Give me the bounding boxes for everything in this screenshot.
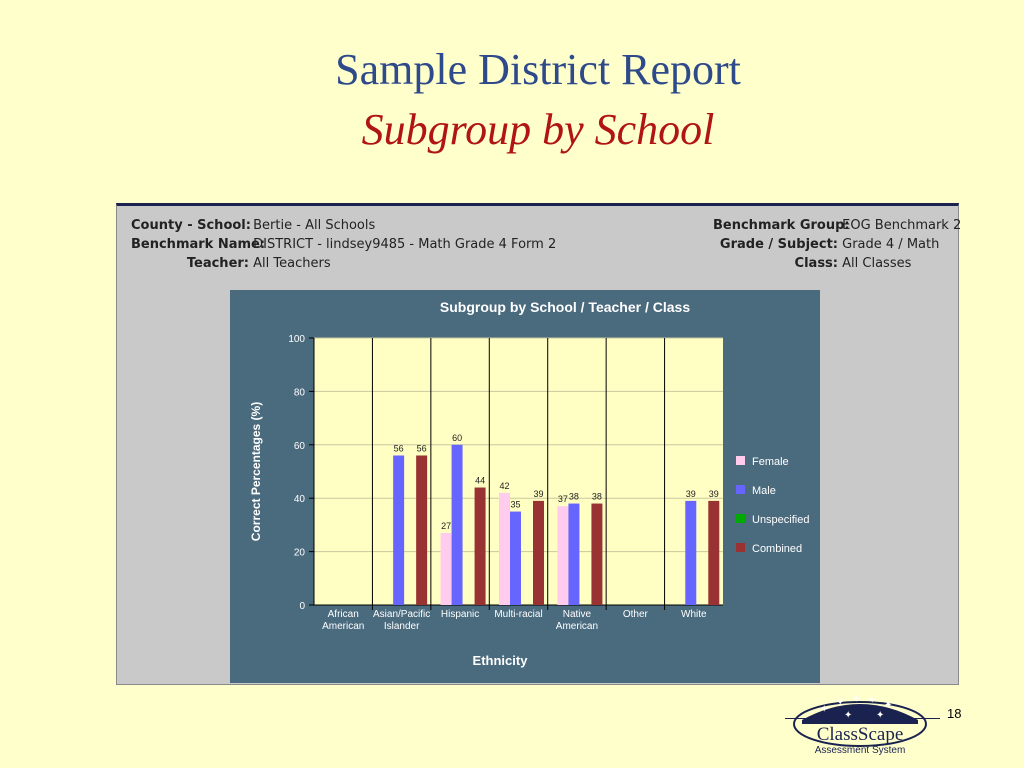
meta-value: DISTRICT - lindsey9485 - Math Grade 4 Form 2 xyxy=(253,237,557,252)
report-panel xyxy=(116,203,962,685)
legend-swatch xyxy=(736,543,745,552)
meta-teacher xyxy=(131,256,331,271)
svg-text:✦: ✦ xyxy=(836,697,845,708)
bar-value-label: 37 xyxy=(557,494,568,505)
y-tick-label: 80 xyxy=(293,387,305,399)
meta-value: All Classes xyxy=(842,256,912,271)
svg-text:✦: ✦ xyxy=(820,704,829,715)
meta-value: EOG Benchmark 2 xyxy=(842,218,962,233)
bar-combined xyxy=(591,504,602,605)
bar-combined xyxy=(708,501,719,605)
meta-benchmark-name xyxy=(131,237,556,252)
bar-value-label: 39 xyxy=(708,488,719,499)
bar-value-label: 56 xyxy=(416,443,427,454)
meta-label: Class: xyxy=(794,256,838,271)
bar-value-label: 56 xyxy=(393,443,404,454)
y-tick-label: 60 xyxy=(293,440,305,452)
chart-container xyxy=(230,290,820,683)
bar-male xyxy=(568,504,579,605)
slide-title: Sample District Report xyxy=(335,45,741,94)
svg-text:✦: ✦ xyxy=(868,695,877,706)
bar-combined xyxy=(416,455,427,605)
meta-value: Grade 4 / Math xyxy=(842,237,940,252)
x-tick-label: African xyxy=(327,609,359,620)
x-axis-title: Ethnicity xyxy=(472,653,528,668)
x-tick-label: Other xyxy=(622,609,648,620)
meta-label: Benchmark Group: xyxy=(713,218,850,233)
bar-combined xyxy=(475,488,486,605)
bar-value-label: 38 xyxy=(568,491,579,502)
svg-text:✦: ✦ xyxy=(852,694,861,705)
bar-value-label: 38 xyxy=(591,491,602,502)
y-axis-title: Correct Percentages (%) xyxy=(249,401,263,542)
meta-value: Bertie - All Schools xyxy=(253,218,376,233)
slide-subtitle: Subgroup by School xyxy=(361,105,715,154)
bar-value-label: 42 xyxy=(499,480,510,491)
bar-male xyxy=(510,512,521,605)
bar-male xyxy=(393,455,404,605)
logo-tagline: Assessment System xyxy=(814,745,906,756)
meta-label: Teacher: xyxy=(186,256,249,271)
svg-text:✦: ✦ xyxy=(844,710,853,721)
bar-female xyxy=(499,493,510,605)
meta-grade-subject xyxy=(713,237,939,252)
bar-male xyxy=(452,445,463,605)
legend-label: Combined xyxy=(752,543,803,555)
meta-county-school xyxy=(131,218,375,233)
legend-swatch xyxy=(736,485,745,494)
y-tick-label: 20 xyxy=(293,547,305,559)
page-number: 18 xyxy=(947,706,962,721)
y-tick-label: 40 xyxy=(293,494,305,506)
bar-male xyxy=(685,501,696,605)
meta-value: All Teachers xyxy=(253,256,331,271)
legend-label: Unspecified xyxy=(752,514,810,526)
bar-value-label: 44 xyxy=(475,475,486,486)
x-tick-label: White xyxy=(681,609,707,620)
meta-class xyxy=(713,256,911,271)
x-tick-label: Islander xyxy=(383,621,420,632)
bar-chart xyxy=(230,290,820,683)
bar-female xyxy=(557,506,568,605)
x-tick-label: Asian/Pacific xyxy=(373,609,431,620)
meta-label: County - School: xyxy=(131,218,251,233)
x-tick-label: American xyxy=(555,621,599,632)
bar-value-label: 39 xyxy=(533,488,544,499)
bar-female xyxy=(441,533,452,605)
legend-swatch xyxy=(736,456,745,465)
logo-wordmark: ClassScape xyxy=(816,724,904,745)
bar-value-label: 60 xyxy=(452,432,463,443)
classscape-logo xyxy=(780,690,940,758)
bar-combined xyxy=(533,501,544,605)
meta-label: Grade / Subject: xyxy=(719,237,838,252)
svg-text:✦: ✦ xyxy=(884,700,893,711)
y-tick-label: 100 xyxy=(288,334,305,345)
legend-label: Female xyxy=(752,456,789,468)
bar-value-label: 35 xyxy=(510,499,521,510)
bar-value-label: 27 xyxy=(441,520,452,531)
legend-swatch xyxy=(736,514,745,523)
x-tick-label: American xyxy=(322,621,365,632)
meta-label: Benchmark Name: xyxy=(131,237,266,252)
chart-title: Subgroup by School / Teacher / Class xyxy=(439,299,691,315)
x-tick-label: Hispanic xyxy=(440,609,480,620)
legend-label: Male xyxy=(752,485,776,497)
x-tick-label: Multi-racial xyxy=(494,609,543,620)
svg-text:✦: ✦ xyxy=(876,710,885,721)
meta-benchmark-group xyxy=(713,218,961,233)
x-tick-label: Native xyxy=(562,609,592,620)
y-tick-label: 0 xyxy=(299,601,305,612)
bar-value-label: 39 xyxy=(685,488,696,499)
